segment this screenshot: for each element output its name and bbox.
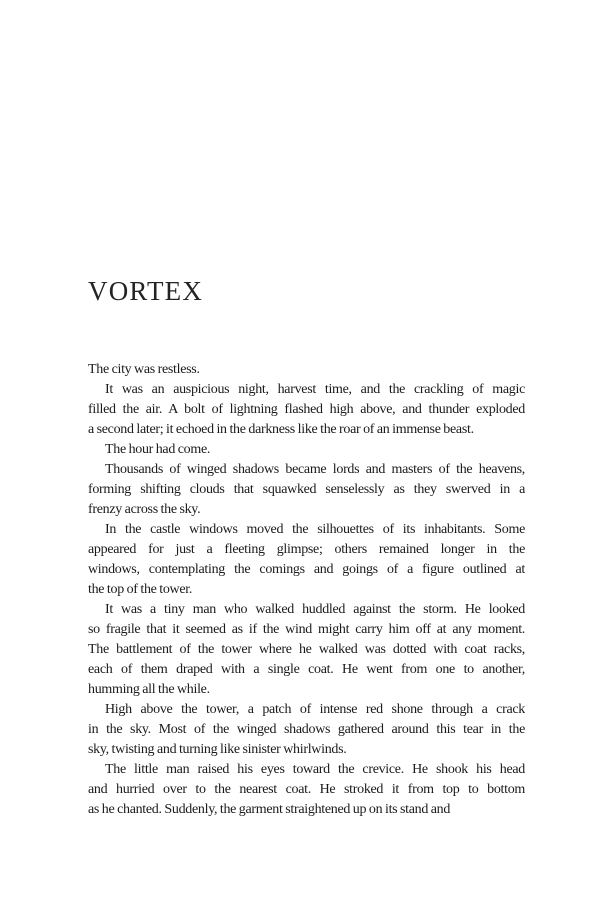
- text-line: as he chanted. Suddenly, the garment straightened up on its stand and: [88, 802, 451, 817]
- text-line: The battlement of the tower where he walked was dotted with coat racks,: [88, 642, 525, 657]
- text-line: Thousands of winged shadows became lords and masters of the heavens,: [105, 462, 525, 477]
- text-line: sky, twisting and turning like sinister whirlwinds.: [88, 742, 347, 757]
- text-line: each of them draped with a single coat. He went from one to another,: [88, 662, 525, 677]
- text-line: a second later; it echoed in the darkness like the roar of an immense beast.: [88, 422, 474, 437]
- text-line: humming all the while.: [88, 682, 210, 697]
- text-line: windows, contemplating the comings and goings of a figure outlined at: [88, 562, 525, 577]
- text-line: forming shifting clouds that squawked senselessly as they swerved in a: [88, 482, 525, 497]
- text-line: and hurried over to the nearest coat. He stroked it from top to bottom: [88, 782, 525, 797]
- text-line: The hour had come.: [105, 442, 211, 457]
- body-text-block: [88, 360, 525, 820]
- text-line: in the sky. Most of the winged shadows gathered around this tear in the: [88, 722, 525, 737]
- text-line: frenzy across the sky.: [88, 502, 201, 517]
- text-line: It was a tiny man who walked huddled against the storm. He looked: [105, 602, 525, 617]
- chapter-title: VORTEX: [88, 276, 204, 306]
- text-line: It was an auspicious night, harvest time, and the crackling of magic: [105, 382, 525, 397]
- text-line: the top of the tower.: [88, 582, 193, 597]
- text-line: so fragile that it seemed as if the wind might carry him off at any moment.: [88, 622, 525, 637]
- text-line: filled the air. A bolt of lightning flashed high above, and thunder exploded: [88, 402, 525, 417]
- text-line: The little man raised his eyes toward the crevice. He shook his head: [105, 762, 525, 777]
- text-line: High above the tower, a patch of intense red shone through a crack: [105, 702, 525, 717]
- text-line: appeared for just a fleeting glimpse; others remained longer in the: [88, 542, 525, 557]
- text-line: In the castle windows moved the silhouettes of its inhabitants. Some: [105, 522, 525, 537]
- text-line: The city was restless.: [88, 362, 200, 377]
